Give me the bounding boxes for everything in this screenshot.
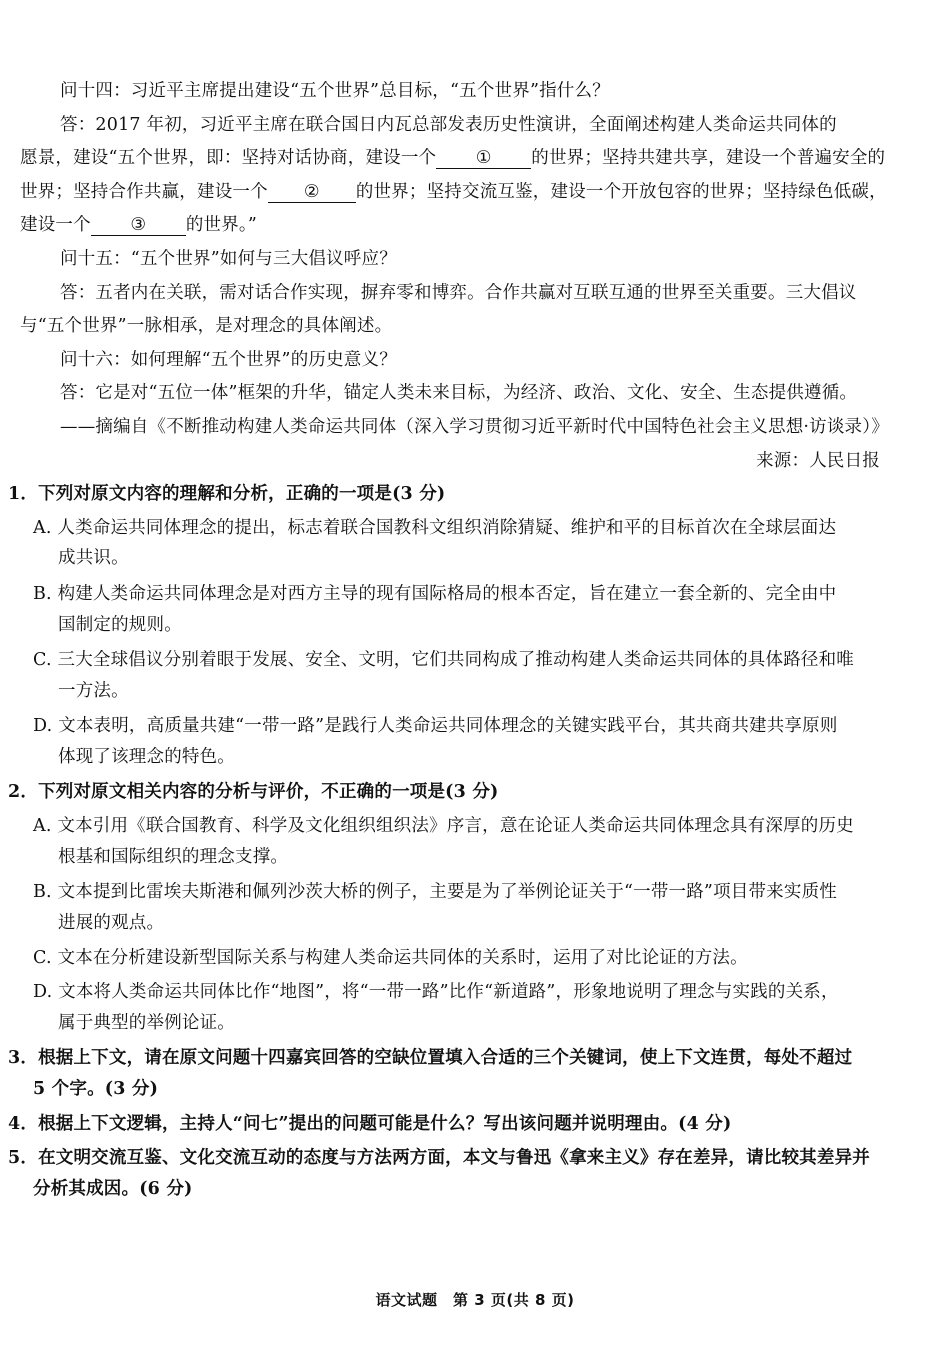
blank-2: ② [268,180,356,203]
q16-answer-line-1: 答：它是对“五位一体”框架的升华，锚定人类未来目标，为经济、政治、文化、安全、生态提供遵循。 [60,383,858,403]
q3-line-1: 3．根据上下文，请在原文问题十四嘉宾回答的空缺位置填入合适的三个关键词，使上下文连贯，每处不超过 [8,1048,853,1068]
q4-line-1: 4．根据上下文逻辑，主持人“问七”提出的问题可能是什么？写出该问题并说明理由。(4 分) [8,1114,732,1134]
q1-stem: 1．下列对原文内容的理解和分析，正确的一项是(3 分) [8,484,446,504]
q5-line-2: 分析其成因。(6 分) [33,1179,193,1199]
q2-option-a-line-2: 根基和国际组织的理念支撑。 [58,847,289,867]
q1-option-b-line-2: 国制定的规则。 [58,615,182,635]
q2-option-c-line-1: C. 文本在分析建设新型国际关系与构建人类命运共同体的关系时，运用了对比论证的方法。 [33,948,748,968]
source: 来源：人民日报 [756,451,880,471]
q1-option-c-line-2: 一方法。 [58,681,129,701]
q2-stem: 2．下列对原文相关内容的分析与评价，不正确的一项是(3 分) [8,782,499,802]
q2-option-d-line-1: D. 文本将人类命运共同体比作“地图”，将“一带一路”比作“新道路”，形象地说明了理念与实践的关系， [33,982,839,1002]
blank-1: ① [436,146,531,169]
q15-question: 问十五：“五个世界”如何与三大倡议呼应？ [60,249,397,269]
q2-option-b-line-2: 进展的观点。 [58,913,165,933]
q15-answer-line-1: 答：五者内在关联，需对话合作实现，摒弃零和博弈。合作共赢对互联互通的世界至关重要。三大倡议 [60,283,857,303]
q1-option-a-line-1: A. 人类命运共同体理念的提出，标志着联合国教科文组织消除猜疑、维护和平的目标首次在全球层面达 [33,518,837,538]
q14-answer-line-4-a: 建设一个 [20,215,91,235]
q14-answer-line-2-b: 的世界；坚持共建共享，建设一个普遍安全的 [531,148,886,168]
q14-answer-line-2-a: 愿景，建设“五个世界，即：坚持对话协商，建设一个 [20,148,437,168]
q2-option-a-line-1: A. 文本引用《联合国教育、科学及文化组织组织法》序言，意在论证人类命运共同体理念具有深厚的历史 [33,816,854,836]
q14-answer-line-3-b: 的世界；坚持交流互鉴，建设一个开放包容的世界；坚持绿色低碳， [355,182,887,202]
q15-answer-line-2: 与“五个世界”一脉相承，是对理念的具体阐述。 [20,316,393,336]
q1-option-d-line-1: D. 文本表明，高质量共建“一带一路”是践行人类命运共同体理念的关键实践平台，其共商共建共享原则 [33,716,838,736]
q14-question: 问十四：习近平主席提出建设“五个世界”总目标，“五个世界”指什么？ [60,81,610,101]
citation: ——摘编自《不断推动构建人类命运共同体（深入学习贯彻习近平新时代中国特色社会主义思想·访谈录）》 [60,417,889,437]
q14-answer-line-4 [20,213,257,237]
q16-question: 问十六：如何理解“五个世界”的历史意义？ [60,350,397,370]
q2-option-b-line-1: B. 文本提到比雷埃夫斯港和佩列沙茨大桥的例子，主要是为了举例论证关于“一带一路”项目带来实质性 [33,882,837,902]
blank-3: ③ [91,213,186,236]
q14-answer-line-1: 答：2017 年初，习近平主席在联合国日内瓦总部发表历史性演讲，全面阐述构建人类命运共同体的 [60,115,837,135]
q1-option-a-line-2: 成共识。 [58,548,129,568]
q5-line-1: 5．在文明交流互鉴、文化交流互动的态度与方法两方面，本文与鲁迅《拿来主义》存在差异，请比较其差异并 [8,1148,870,1168]
q1-option-b-line-1: B. 构建人类命运共同体理念是对西方主导的现有国际格局的根本否定，旨在建立一套全新的、完全由中 [33,584,837,604]
q1-option-d-line-2: 体现了该理念的特色。 [58,747,235,767]
q14-answer-line-2 [20,146,885,170]
q14-answer-line-3-a: 世界；坚持合作共赢，建设一个 [20,182,268,202]
q14-answer-line-4-b: 的世界。” [185,215,258,235]
q2-option-d-line-2: 属于典型的举例论证。 [58,1013,235,1033]
q14-answer-line-3 [20,180,887,204]
q1-option-c-line-1: C. 三大全球倡议分别着眼于发展、安全、文明，它们共同构成了推动构建人类命运共同体的具体路径和唯 [33,650,854,670]
page-footer: 语文试题 第 3 页(共 8 页) [375,1291,575,1309]
q3-line-2: 5 个字。(3 分) [33,1079,159,1099]
